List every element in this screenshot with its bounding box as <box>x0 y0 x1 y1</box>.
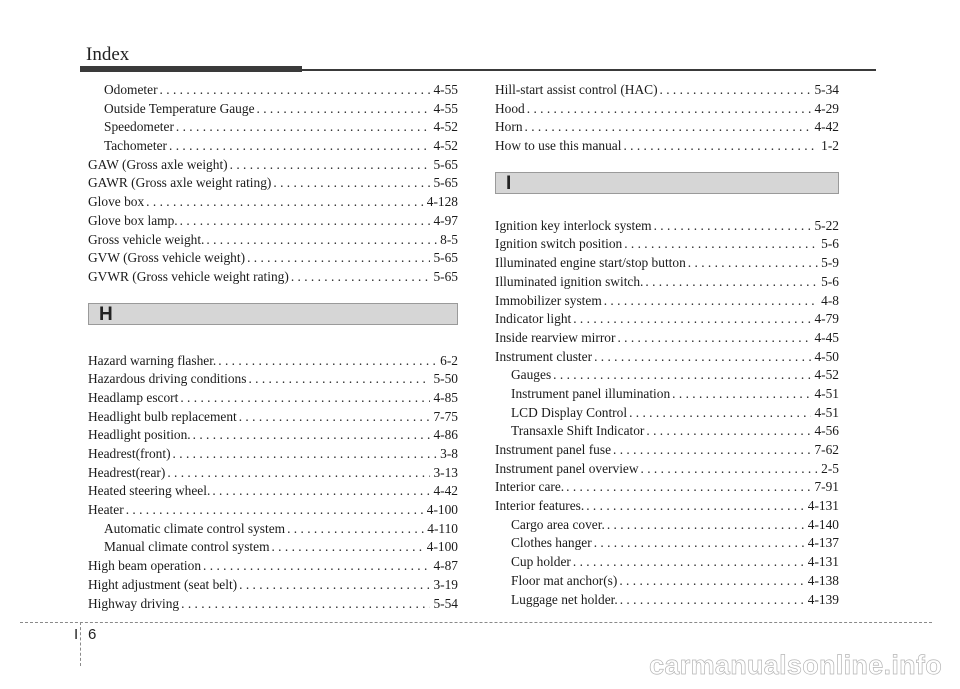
index-entry <box>495 292 839 311</box>
index-entry-term: Ignition key interlock system <box>495 217 652 233</box>
dot-leader <box>146 193 424 212</box>
index-entry <box>495 137 839 156</box>
index-entry-term: Glove box lamp. <box>88 212 178 228</box>
index-column-left <box>88 81 458 613</box>
dot-leader <box>273 174 430 193</box>
index-entry-term: Instrument cluster <box>495 348 593 364</box>
dot-leader <box>607 516 805 535</box>
index-entry-page: 4-137 <box>807 535 839 551</box>
index-entry-page: 4-87 <box>433 558 458 574</box>
index-entry <box>88 538 458 557</box>
index-entry <box>495 366 839 385</box>
index-entry <box>495 217 839 236</box>
index-entry-page: 4-29 <box>814 100 839 116</box>
index-entry-term: Interior care. <box>495 479 565 495</box>
index-entry <box>495 385 839 404</box>
index-entry <box>88 426 458 445</box>
index-entry-term: Outside Temperature Gauge <box>104 100 255 116</box>
index-entry-term: High beam operation <box>88 558 202 574</box>
index-entry-term: How to use this manual <box>495 138 622 154</box>
dot-leader <box>193 426 431 445</box>
section-header-h: H <box>88 303 458 325</box>
index-entry <box>88 464 458 483</box>
index-entry-term: Cup holder <box>511 554 571 570</box>
index-entry-term: GAW (Gross axle weight) <box>88 156 228 172</box>
index-entry-term: Luggage net holder. <box>511 591 618 607</box>
index-entry-term: Heated steering wheel. <box>88 483 211 499</box>
index-entry <box>88 118 458 137</box>
footer-page-number: 6 <box>88 626 97 643</box>
section-header-i: I <box>495 172 839 194</box>
index-entry-term: Hazard warning flasher. <box>88 352 217 368</box>
index-entry-page: 4-100 <box>426 539 458 555</box>
dot-leader <box>176 118 431 137</box>
index-entry-term: Highway driving <box>88 595 180 611</box>
dot-leader <box>594 534 805 553</box>
dot-leader <box>239 576 430 595</box>
index-entry-term: Illuminated ignition switch. <box>495 273 644 289</box>
entry-list-right-top <box>495 81 839 156</box>
index-entry-page: 4-140 <box>807 516 839 532</box>
footer-vertical-divider <box>80 622 81 666</box>
dot-leader <box>126 501 424 520</box>
index-entry-page: 4-138 <box>807 572 839 588</box>
index-entry-page: 2-5 <box>821 460 839 476</box>
dot-leader <box>181 595 430 614</box>
dot-leader <box>239 408 431 427</box>
index-entry-term: Instrument panel illumination <box>511 385 671 401</box>
index-entry-page: 7-62 <box>814 442 839 457</box>
index-entry-term: Floor mat anchor(s) <box>511 572 618 588</box>
index-entry-page: 7-91 <box>814 479 839 495</box>
index-entry-term: Immobilizer system <box>495 292 602 308</box>
index-entry-page: 4-42 <box>814 119 839 135</box>
index-entry <box>88 576 458 595</box>
index-entry-page: 4-45 <box>814 329 839 345</box>
index-entry <box>495 591 839 610</box>
index-entry-term: Transaxle Shift Indicator <box>511 423 645 439</box>
index-entry-term: Horn <box>495 119 523 135</box>
index-entry <box>88 501 458 520</box>
index-entry <box>495 460 839 479</box>
index-entry <box>88 482 458 501</box>
index-entry-term: Hill-start assist control (HAC) <box>495 82 658 97</box>
index-entry <box>495 254 839 273</box>
index-entry-term: Hazardous driving conditions <box>88 371 247 387</box>
index-entry <box>88 137 458 156</box>
index-entry <box>88 389 458 408</box>
index-entry-term: GAWR (Gross axle weight rating) <box>88 175 272 191</box>
footer-divider <box>20 622 932 623</box>
index-entry <box>495 516 839 535</box>
dot-leader <box>594 348 811 367</box>
index-entry <box>495 553 839 572</box>
index-entry <box>495 329 839 348</box>
index-entry-term: Headlamp escort <box>88 389 179 405</box>
index-entry-term: Headlight bulb replacement <box>88 408 237 424</box>
dot-leader <box>212 482 430 501</box>
index-entry <box>88 370 458 389</box>
index-entry-page: 7-75 <box>433 408 458 424</box>
index-entry-page: 4-131 <box>807 498 839 514</box>
index-entry-page: 4-55 <box>433 82 458 97</box>
index-entry <box>88 249 458 268</box>
index-entry-page: 3-8 <box>440 446 458 461</box>
index-entry-page: 5-6 <box>821 273 839 289</box>
index-entry-term: Glove box <box>88 194 145 210</box>
index-entry-page: 5-54 <box>433 595 458 611</box>
index-entry-page: 6-2 <box>440 352 458 368</box>
entry-list-left-h <box>88 352 458 614</box>
index-entry-page: 4-110 <box>427 520 458 536</box>
dot-leader <box>573 553 805 572</box>
dot-leader <box>624 235 818 254</box>
index-entry-page: 5-34 <box>814 82 839 97</box>
index-entry <box>88 445 458 464</box>
dot-leader <box>654 217 812 236</box>
index-entry-page: 5-65 <box>433 175 458 191</box>
index-entry-page: 3-19 <box>433 576 458 592</box>
dot-leader <box>645 273 818 292</box>
index-column-right <box>495 81 839 609</box>
index-entry <box>88 595 458 614</box>
dot-leader <box>527 100 812 119</box>
index-entry-term: Instrument panel fuse <box>495 442 612 457</box>
dot-leader <box>629 404 811 423</box>
index-entry-page: 8-5 <box>440 231 458 247</box>
index-entry-term: Speedometer <box>104 119 174 135</box>
index-entry-page: 4-52 <box>814 367 839 383</box>
index-entry-page: 5-65 <box>433 268 458 284</box>
index-entry-term: Indicator light <box>495 311 572 327</box>
index-entry-page: 4-50 <box>814 348 839 364</box>
dot-leader <box>619 572 804 591</box>
index-entry-term: Gauges <box>511 367 552 383</box>
dot-leader <box>291 268 431 287</box>
dot-leader <box>230 156 431 175</box>
dot-leader <box>248 370 430 389</box>
dot-leader <box>604 292 818 311</box>
dot-leader <box>617 329 811 348</box>
index-entry-term: LCD Display Control <box>511 404 628 420</box>
watermark-logo: carmanualsonline.info <box>649 650 942 680</box>
index-entry-page: 1-2 <box>821 138 839 154</box>
index-entry <box>88 193 458 212</box>
index-entry-page: 4-8 <box>821 292 839 308</box>
footer-section-letter: I <box>74 626 79 643</box>
index-entry-term: Inside rearview mirror <box>495 329 616 345</box>
index-entry <box>495 273 839 292</box>
index-entry-page: 4-51 <box>814 385 839 401</box>
dot-leader <box>688 254 818 273</box>
index-entry-term: Headlight position. <box>88 427 191 443</box>
dot-leader <box>641 460 819 479</box>
index-entry-term: GVWR (Gross vehicle weight rating) <box>88 268 289 284</box>
index-entry <box>495 497 839 516</box>
index-entry-page: 5-65 <box>433 156 458 172</box>
index-entry-term: Gross vehicle weight. <box>88 231 205 247</box>
index-entry <box>88 231 458 250</box>
dot-leader <box>586 497 805 516</box>
index-entry-page: 5-9 <box>821 255 839 271</box>
index-entry <box>88 268 458 287</box>
index-entry-term: Interior features. <box>495 498 585 514</box>
index-entry-page: 4-97 <box>433 212 458 228</box>
index-entry-page: 4-86 <box>433 427 458 443</box>
entry-list-left-top <box>88 81 458 287</box>
index-entry-term: Ignition switch position <box>495 236 623 252</box>
index-entry <box>88 81 458 100</box>
index-entry <box>88 212 458 231</box>
dot-leader <box>160 81 431 100</box>
index-entry-page: 4-55 <box>433 100 458 116</box>
index-entry-term: Hood <box>495 100 525 116</box>
index-entry-term: Instrument panel overview <box>495 460 639 476</box>
index-entry-term: Headrest(front) <box>88 446 171 461</box>
dot-leader <box>620 591 805 610</box>
page-title: Index <box>86 44 130 65</box>
index-entry-page: 4-128 <box>426 194 458 210</box>
index-entry <box>88 156 458 175</box>
index-entry <box>495 310 839 329</box>
index-entry-page: 4-85 <box>433 389 458 405</box>
dot-leader <box>646 422 811 441</box>
index-entry-term: Illuminated engine start/stop button <box>495 255 686 271</box>
index-entry <box>495 235 839 254</box>
index-entry <box>495 478 839 497</box>
index-entry <box>495 422 839 441</box>
index-entry <box>495 404 839 423</box>
dot-leader <box>553 366 811 385</box>
index-entry <box>495 534 839 553</box>
index-entry-page: 4-100 <box>426 502 458 518</box>
index-entry-page: 3-13 <box>433 464 458 480</box>
index-entry-term: Tachometer <box>104 138 168 154</box>
dot-leader <box>672 385 811 404</box>
index-entry <box>88 557 458 576</box>
dot-leader <box>271 538 423 557</box>
entry-list-right-i <box>495 217 839 609</box>
index-entry <box>88 100 458 119</box>
index-entry-page: 4-56 <box>814 423 839 439</box>
index-entry-term: Manual climate control system <box>104 539 270 555</box>
dot-leader <box>287 520 424 539</box>
index-entry-term: Automatic climate control system <box>104 520 286 536</box>
index-entry-page: 5-6 <box>821 236 839 252</box>
dot-leader <box>247 249 430 268</box>
dot-leader <box>206 231 437 250</box>
index-entry-page: 4-131 <box>807 554 839 570</box>
dot-leader <box>203 557 430 576</box>
index-entry-term: Heater <box>88 502 124 518</box>
index-entry <box>495 348 839 367</box>
index-entry-term: Odometer <box>104 82 158 97</box>
dot-leader <box>623 137 818 156</box>
index-entry <box>495 118 839 137</box>
dot-leader <box>218 352 437 371</box>
dot-leader <box>180 389 430 408</box>
index-entry <box>495 100 839 119</box>
index-entry-page: 4-42 <box>433 483 458 499</box>
index-entry-page: 5-22 <box>814 217 839 233</box>
index-entry-term: Cargo area cover. <box>511 516 605 532</box>
dot-leader <box>257 100 431 119</box>
dot-leader <box>566 478 811 497</box>
header-rule-accent <box>80 66 302 72</box>
index-entry-term: GVW (Gross vehicle weight) <box>88 250 246 266</box>
index-entry <box>495 572 839 591</box>
index-entry-page: 5-50 <box>433 371 458 387</box>
index-entry-page: 4-52 <box>433 119 458 135</box>
dot-leader <box>525 118 812 137</box>
index-entry <box>495 81 839 100</box>
index-entry-term: Headrest(rear) <box>88 464 166 480</box>
dot-leader <box>660 81 812 100</box>
index-entry-page: 4-52 <box>433 138 458 154</box>
index-entry <box>88 174 458 193</box>
dot-leader <box>173 445 438 464</box>
index-entry-page: 5-65 <box>433 250 458 266</box>
index-entry <box>88 352 458 371</box>
dot-leader <box>180 212 431 231</box>
index-entry-page: 4-51 <box>814 404 839 420</box>
dot-leader <box>169 137 430 156</box>
index-entry <box>88 520 458 539</box>
index-entry-page: 4-139 <box>807 591 839 607</box>
index-entry <box>88 408 458 427</box>
dot-leader <box>167 464 430 483</box>
dot-leader <box>613 441 811 460</box>
index-entry <box>495 441 839 460</box>
dot-leader <box>573 310 811 329</box>
index-entry-page: 4-79 <box>814 311 839 327</box>
index-entry-term: Hight adjustment (seat belt) <box>88 576 238 592</box>
index-entry-term: Clothes hanger <box>511 535 592 551</box>
